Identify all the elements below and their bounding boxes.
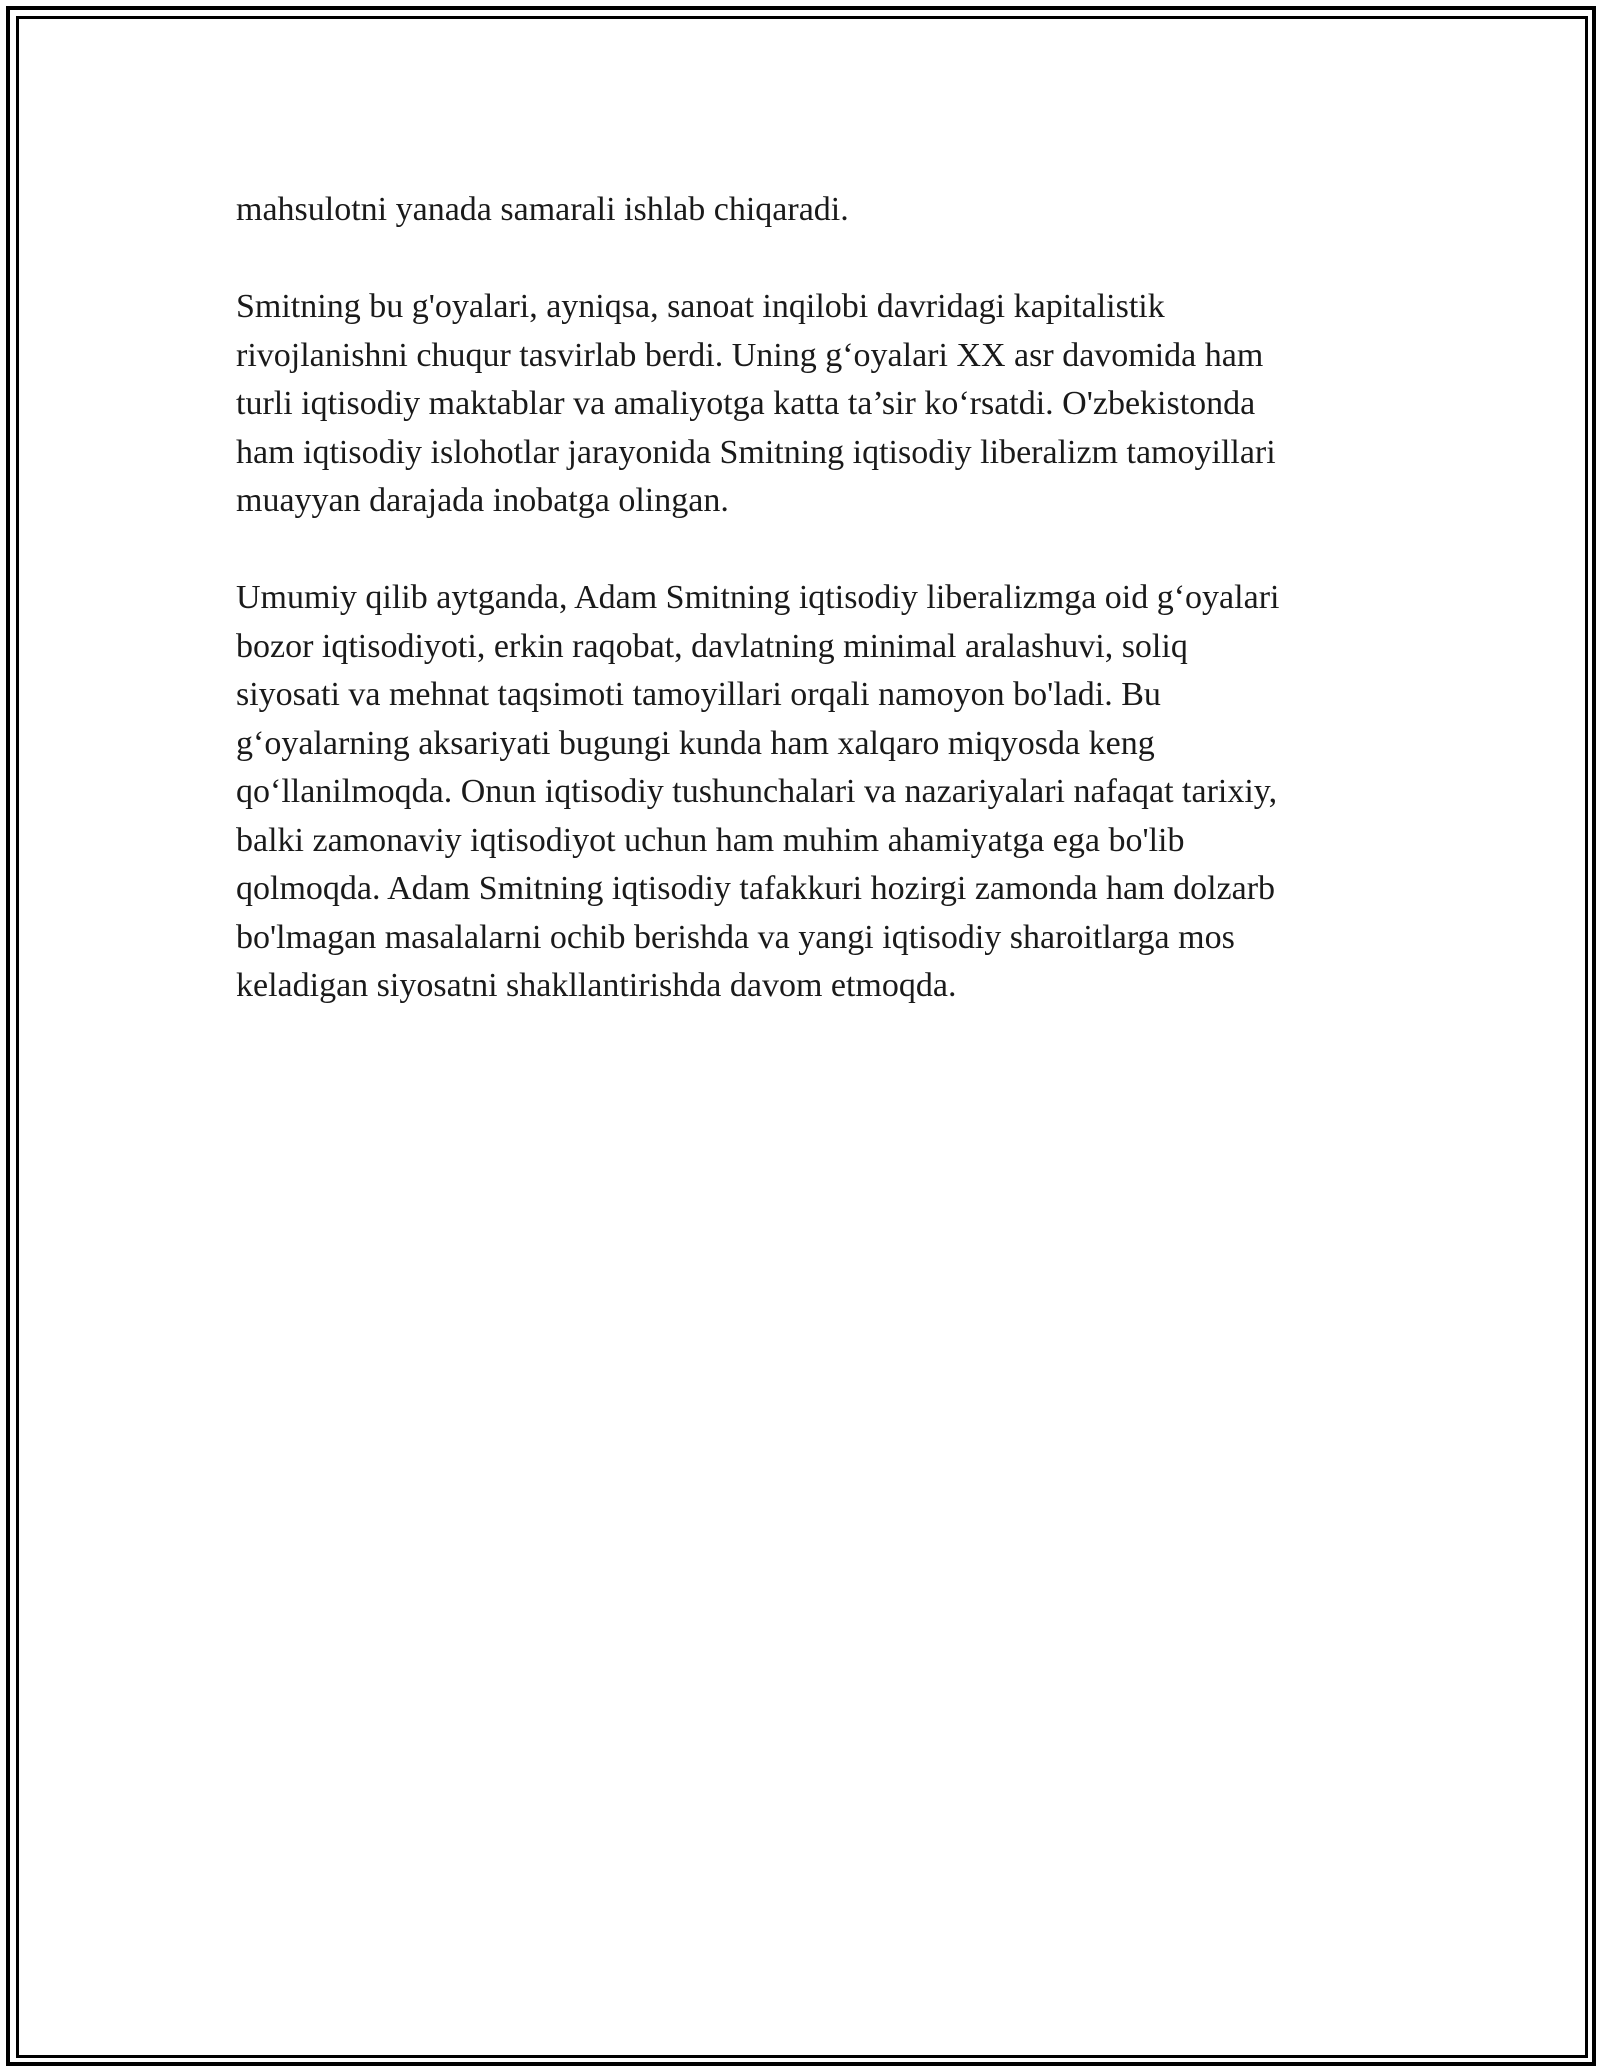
paragraph-3: Umumiy qilib aytganda, Adam Smitning iqtisodiy liberalizmga oid g‘oyalari bozor iqtisodiyoti, erkin raqobat, davlatning minimal aralashuvi, soliq siyosati va mehnat taqsimoti tamoyillari orqali namoyon bo'ladi. Bu g‘oyalarning aksariyati bugungi kunda ham xalqaro miqyosda keng qo‘llanilmoqda. Onun iqtisodiy tushunchalari va nazariyalari nafaqat tarixiy, balki zamonaviy iqtisodiyot uchun ham muhim ahamiyatga ega bo'lib qolmoqda. Adam Smitning iqtisodiy tafakkuri hozirgi zamonda ham dolzarb bo'lmagan masalalarni ochib berishda va yangi iqtisodiy sharoitlarga mos keladigan siyosatni shakllantirishda davom etmoqda. [236,579,1280,1004]
document-body [236,186,1376,1059]
paragraph-2: Smitning bu g'oyalari, ayniqsa, sanoat inqilobi davridagi kapitalistik rivojlanishni chuqur tasvirlab berdi. Uning g‘oyalari XX asr davomida ham turli iqtisodiy maktablar va amaliyotga katta ta’sir ko‘rsatdi. O'zbekistonda ham iqtisodiy islohotlar jarayonida Smitning iqtisodiy liberalizm tamoyillari muayyan darajada inobatga olingan. [236,288,1276,519]
paragraph-1: mahsulotni yanada samarali ishlab chiqaradi. [236,191,849,228]
